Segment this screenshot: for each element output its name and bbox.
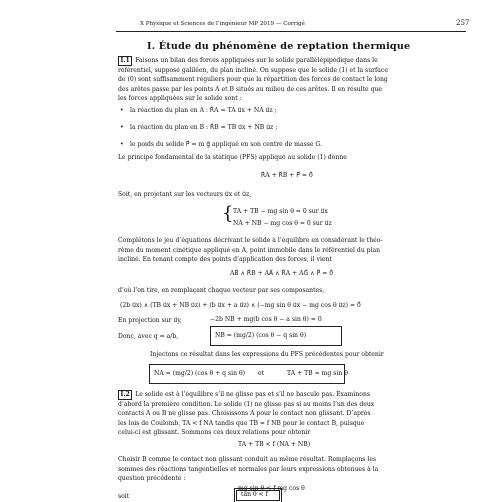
bullet-icon: • <box>120 124 124 131</box>
t-result: TA + TB = mg sin θ <box>287 370 348 377</box>
choice-line-3: question précédente : <box>118 475 186 482</box>
moment-line-2: rème du moment cinétique appliqué en A, point immobile dans le référentiel du plan <box>118 246 381 254</box>
na-result: NA = (mg/2) (cos θ + q sin θ) <box>154 370 246 377</box>
bullet-item-rb: la réaction du plan en B : R⃗B = TB u⃗x + NB u⃗z ; <box>130 124 278 131</box>
q12-line-5: celui-ci est glissant. Sommons ces deux relations pour obtenir <box>118 429 311 436</box>
q11-label: I.1 <box>118 56 132 66</box>
q11-line-3: de (0) sont suffisamment réguliers pour que la répartition des forces de contact le long <box>118 76 388 83</box>
sum-equation: TA + TB < f (NA + NB) <box>238 441 311 448</box>
q12-line-2: d’abord la première condition. Le solide (1) ne glisse pas si au moins l’un des deux <box>118 400 375 408</box>
soit-word: soit <box>118 493 130 500</box>
section-title: I. Étude du phénomène de reptation thermique <box>147 41 411 52</box>
pfs-intro: Le principe fondamental de la statique (PFS) appliqué au solide (1) donne <box>118 154 347 161</box>
q11-line-2: référentiel, supposé galiléen, du plan incliné. On suppose que le solide (1) et la surface <box>118 66 388 74</box>
moment-equation: AB⃗ ∧ R⃗B + AA⃗ ∧ R⃗A + AG⃗ ∧ P⃗ = 0⃗ <box>230 270 334 277</box>
q11-line-5: les forces appliquées sur le solide sont : <box>118 95 242 102</box>
inequality: mg sin θ < f mg cos θ <box>238 485 305 492</box>
moment-line-3: incliné. En tenant compte des points d’application des forces, il vient <box>118 256 332 263</box>
system-eq-x: TA + TB − mg sin θ = 0 sur u⃗x <box>233 208 328 215</box>
pfs-equation: R⃗A + R⃗B + P⃗ = 0⃗ <box>261 172 313 179</box>
choice-line-2: sommes des réactions tangentielles et normales par leurs expressions obtenues à la <box>118 465 379 473</box>
bullet-icon: • <box>120 141 124 148</box>
q12-line-1: I.2 Le solide est à l’équilibre s’il ne glisse pas et s’il ne bascule pas. Examinons <box>118 390 370 400</box>
page-number: 257 <box>456 19 470 27</box>
moment-line-1: Complétons le jeu d’équations décrivant le solide à l’équilibre en considérant le théo- <box>118 237 383 244</box>
et-word: et <box>258 370 265 377</box>
nb-result: NB = (mg/2) (cos θ − q sin θ) <box>215 332 307 339</box>
final-result: tan θ < f <box>241 491 268 498</box>
inject-line: Injectons ce résultat dans les expressions du PFS précédentes pour obtenir <box>150 351 384 358</box>
projection-label: En projection sur u⃗y, <box>118 317 182 324</box>
donc-label: Donc, avec q = a/b, <box>118 333 179 340</box>
q12-line-3: contacts A ou B ne glisse pas. Choisissons A pour le contact non glissant. D’après <box>118 410 371 417</box>
components-intro: d’où l’on tire, en remplaçant chaque vecteur par ses composantes, <box>118 287 325 294</box>
projection-intro: Soit, en projetant sur les vecteurs u⃗x et u⃗z, <box>118 191 252 198</box>
bullet-item-weight: le poids du solide P⃗ = m g⃗ appliqué en son centre de masse G. <box>130 141 322 148</box>
bullet-icon: • <box>120 107 124 114</box>
bullet-item-ra: la réaction du plan en A : R⃗A = TA u⃗x + NA u⃗z ; <box>130 107 277 114</box>
q12-line-4: les lois de Coulomb, TA < f NA tandis que TB = f NB pour le contact B, puisque <box>118 419 365 427</box>
components-equation: (2b u⃗x) ∧ (TB u⃗x + NB u⃗z) + (b u⃗x + a u⃗z) ∧ (−mg sin θ u⃗x − mg cos θ u⃗z) = 0⃗ <box>120 302 361 309</box>
header-rule <box>116 31 466 32</box>
system-eq-z: NA + NB − mg cos θ = 0 sur u⃗z <box>233 220 332 227</box>
q12-label: I.2 <box>118 390 132 400</box>
choice-line-1: Choisir B comme le contact non glissant conduit au même résultat. Remplaçons les <box>118 456 377 463</box>
projection-equation: −2b NB + mg(b cos θ − a sin θ) = 0 <box>210 316 322 323</box>
system-brace: { <box>222 203 234 224</box>
running-header-title: X Physique et Sciences de l’ingénieur MP 2019 — Corrigé <box>140 21 305 27</box>
q11-line-1: I.1 Faisons un bilan des forces appliquées sur le solide parallélépipédique dans le <box>118 56 378 66</box>
q11-line-4: des arêtes passe par les points A et B situés au milieu de ces arêtes. Il en résulte que <box>118 85 383 93</box>
